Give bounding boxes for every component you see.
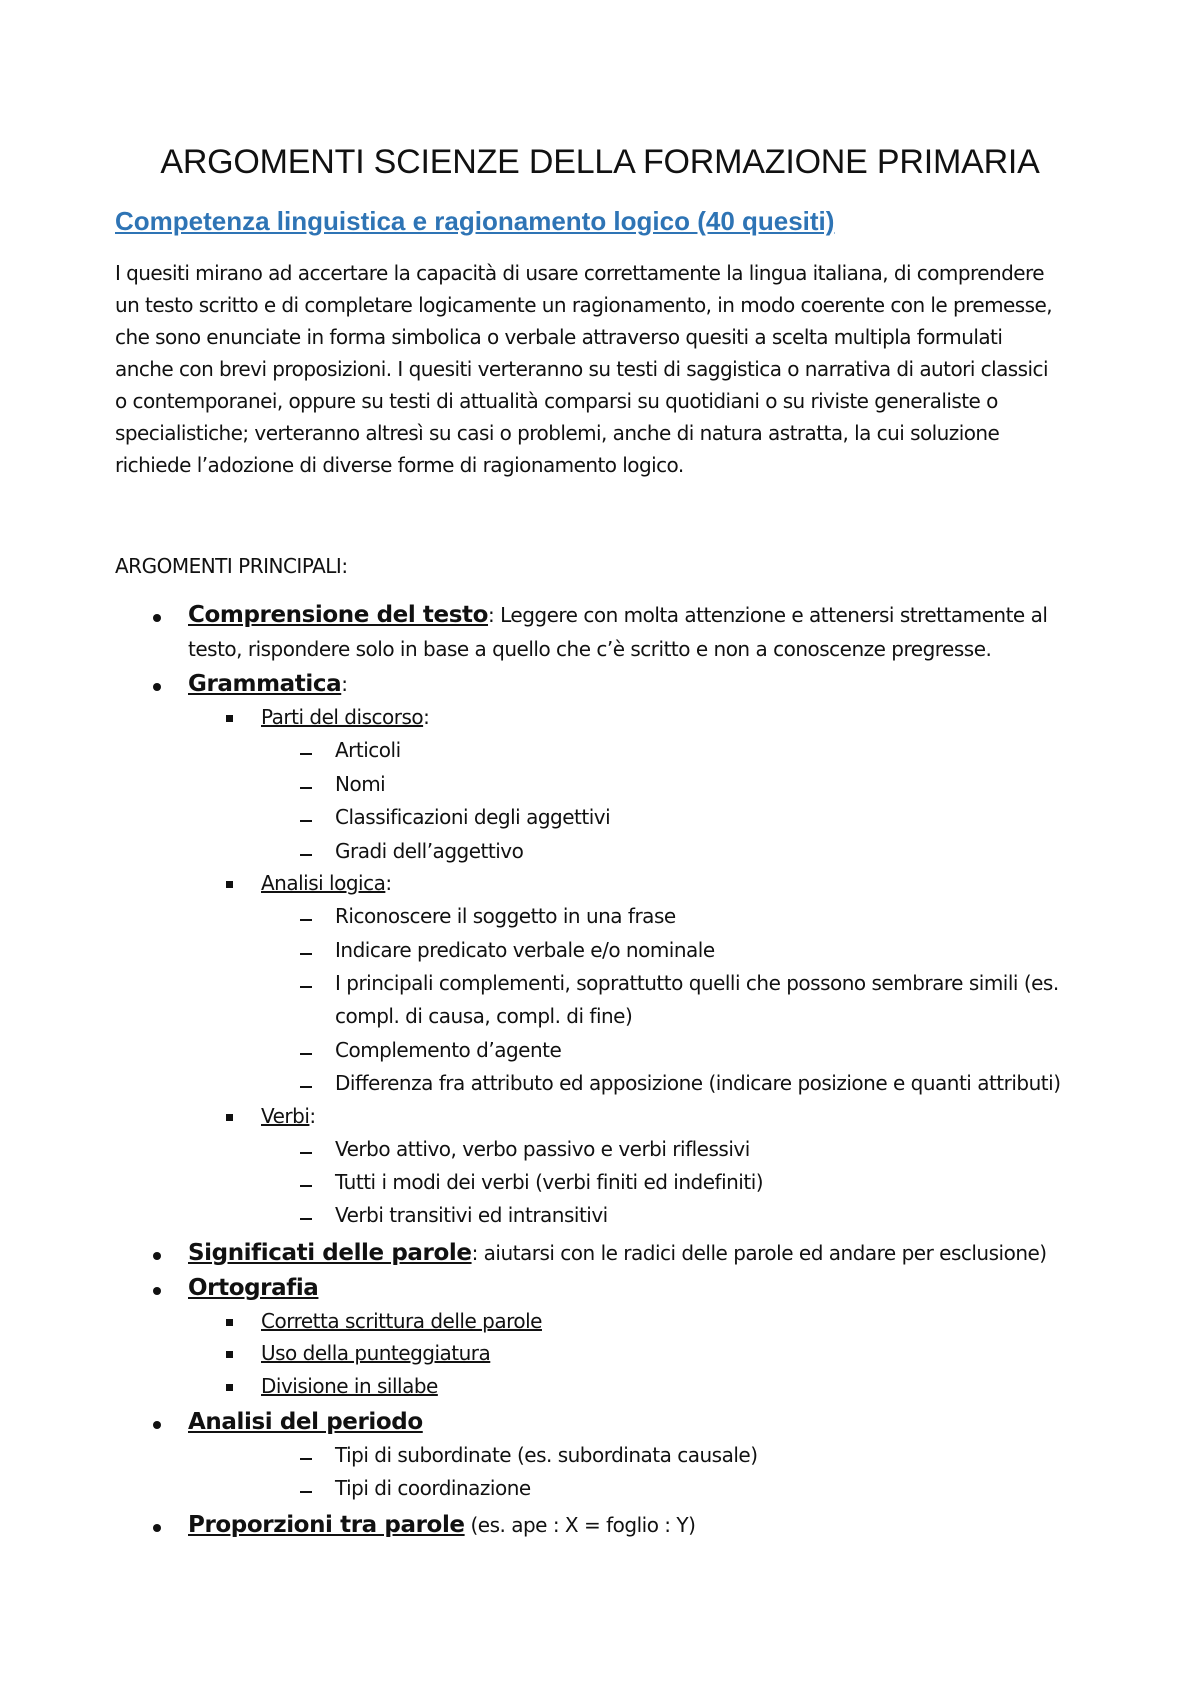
dash-bullet-icon — [300, 1491, 312, 1493]
topic-ortografia — [188, 1275, 318, 1301]
intro-line: anche con brevi proposizioni. I quesiti verteranno su testi di saggistica o narrativa di autori classici — [115, 357, 1048, 381]
disc-bullet-icon — [153, 1287, 161, 1295]
dash-bullet-icon — [300, 1185, 312, 1187]
topic-comprensione — [188, 602, 1047, 628]
list-item: Articoli — [335, 738, 401, 762]
list-item: Verbo attivo, verbo passivo e verbi riflessivi — [335, 1137, 750, 1161]
section-subtitle: Competenza linguistica e ragionamento logico (40 quesiti) — [115, 206, 835, 236]
topic-label: Comprensione del testo — [188, 602, 489, 628]
dash-bullet-icon — [300, 1458, 312, 1460]
subtopic-suffix: : — [423, 705, 430, 729]
list-item: Gradi dell’aggettivo — [335, 839, 524, 863]
dash-bullet-icon — [300, 753, 312, 755]
subtopic-analisi-logica — [261, 871, 392, 895]
subtopic-label: Verbi — [261, 1104, 310, 1128]
square-bullet-icon — [226, 1319, 233, 1326]
square-bullet-icon — [226, 1114, 233, 1121]
list-item: Riconoscere il soggetto in una frase — [335, 904, 676, 928]
list-item: Nomi — [335, 772, 386, 796]
topic-description: (es. ape : X = foglio : Y) — [464, 1513, 696, 1537]
disc-bullet-icon — [153, 1524, 161, 1532]
topic-proporzioni — [188, 1512, 695, 1538]
dash-bullet-icon — [300, 1086, 312, 1088]
subtopic-item — [261, 1309, 542, 1333]
topic-description-continued: testo, rispondere solo in base a quello che c’è scritto e non a conoscenze pregresse. — [188, 637, 992, 661]
list-item-continued: compl. di causa, compl. di fine) — [335, 1004, 633, 1028]
intro-line: specialistiche; verteranno altresì su casi o problemi, anche di natura astratta, la cui soluzione — [115, 421, 1000, 445]
list-item: Complemento d’agente — [335, 1038, 562, 1062]
dash-bullet-icon — [300, 919, 312, 921]
topic-label: Proporzioni tra parole — [188, 1512, 465, 1538]
subtopic-label: Uso della punteggiatura — [261, 1341, 491, 1365]
topic-label: Significati delle parole — [188, 1240, 472, 1266]
disc-bullet-icon — [153, 683, 161, 691]
list-item: Differenza fra attributo ed apposizione (indicare posizione e quanti attributi) — [335, 1071, 1061, 1095]
subtopic-suffix: : — [385, 871, 392, 895]
subtopic-label: Corretta scrittura delle parole — [261, 1309, 542, 1333]
intro-paragraph — [115, 257, 1095, 481]
list-item: I principali complementi, soprattutto quelli che possono sembrare simili (es. — [335, 971, 1059, 995]
dash-bullet-icon — [300, 986, 312, 988]
list-item: Tipi di coordinazione — [335, 1476, 531, 1500]
intro-line: I quesiti mirano ad accertare la capacità di usare correttamente la lingua italiana, di comprendere — [115, 261, 1044, 285]
subtopic-label: Divisione in sillabe — [261, 1374, 438, 1398]
dash-bullet-icon — [300, 1053, 312, 1055]
subtopic-verbi — [261, 1104, 316, 1128]
square-bullet-icon — [226, 1351, 233, 1358]
square-bullet-icon — [226, 1384, 233, 1391]
dash-bullet-icon — [300, 820, 312, 822]
dash-bullet-icon — [300, 953, 312, 955]
subtopic-label: Parti del discorso — [261, 705, 424, 729]
intro-line: che sono enunciate in forma simbolica o verbale attraverso quesiti a scelta multipla formulati — [115, 325, 1003, 349]
document-title: ARGOMENTI SCIENZE DELLA FORMAZIONE PRIMARIA — [160, 143, 1040, 181]
topic-grammatica — [188, 671, 347, 697]
list-item: Verbi transitivi ed intransitivi — [335, 1203, 608, 1227]
disc-bullet-icon — [153, 1421, 161, 1429]
dash-bullet-icon — [300, 854, 312, 856]
list-item: Tipi di subordinate (es. subordinata causale) — [335, 1443, 758, 1467]
topic-label: Grammatica — [188, 671, 342, 697]
dash-bullet-icon — [300, 1218, 312, 1220]
disc-bullet-icon — [153, 1252, 161, 1260]
main-topics-heading: ARGOMENTI PRINCIPALI: — [115, 554, 348, 578]
subtopic-suffix: : — [309, 1104, 316, 1128]
topic-description: : aiutarsi con le radici delle parole ed andare per esclusione) — [471, 1241, 1047, 1265]
square-bullet-icon — [226, 881, 233, 888]
intro-line: o contemporanei, oppure su testi di attualità comparsi su quotidiani o su riviste generaliste o — [115, 389, 998, 413]
topic-significati — [188, 1240, 1047, 1266]
intro-line: un testo scritto e di completare logicamente un ragionamento, in modo coerente con le premesse, — [115, 293, 1053, 317]
topic-analisi-del-periodo — [188, 1409, 423, 1435]
topic-description: : — [341, 672, 348, 696]
disc-bullet-icon — [153, 614, 161, 622]
dash-bullet-icon — [300, 787, 312, 789]
topic-label: Ortografia — [188, 1275, 319, 1301]
dash-bullet-icon — [300, 1152, 312, 1154]
list-item: Tutti i modi dei verbi (verbi finiti ed indefiniti) — [335, 1170, 764, 1194]
topic-description: : Leggere con molta attenzione e attenersi strettamente al — [488, 603, 1048, 627]
subtopic-item — [261, 1374, 438, 1398]
square-bullet-icon — [226, 715, 233, 722]
subtopic-item — [261, 1341, 490, 1365]
subtopic-parti-del-discorso — [261, 705, 429, 729]
subtopic-label: Analisi logica — [261, 871, 386, 895]
topic-label: Analisi del periodo — [188, 1409, 423, 1435]
list-item: Indicare predicato verbale e/o nominale — [335, 938, 715, 962]
intro-line: richiede l’adozione di diverse forme di ragionamento logico. — [115, 453, 684, 477]
list-item: Classificazioni degli aggettivi — [335, 805, 611, 829]
